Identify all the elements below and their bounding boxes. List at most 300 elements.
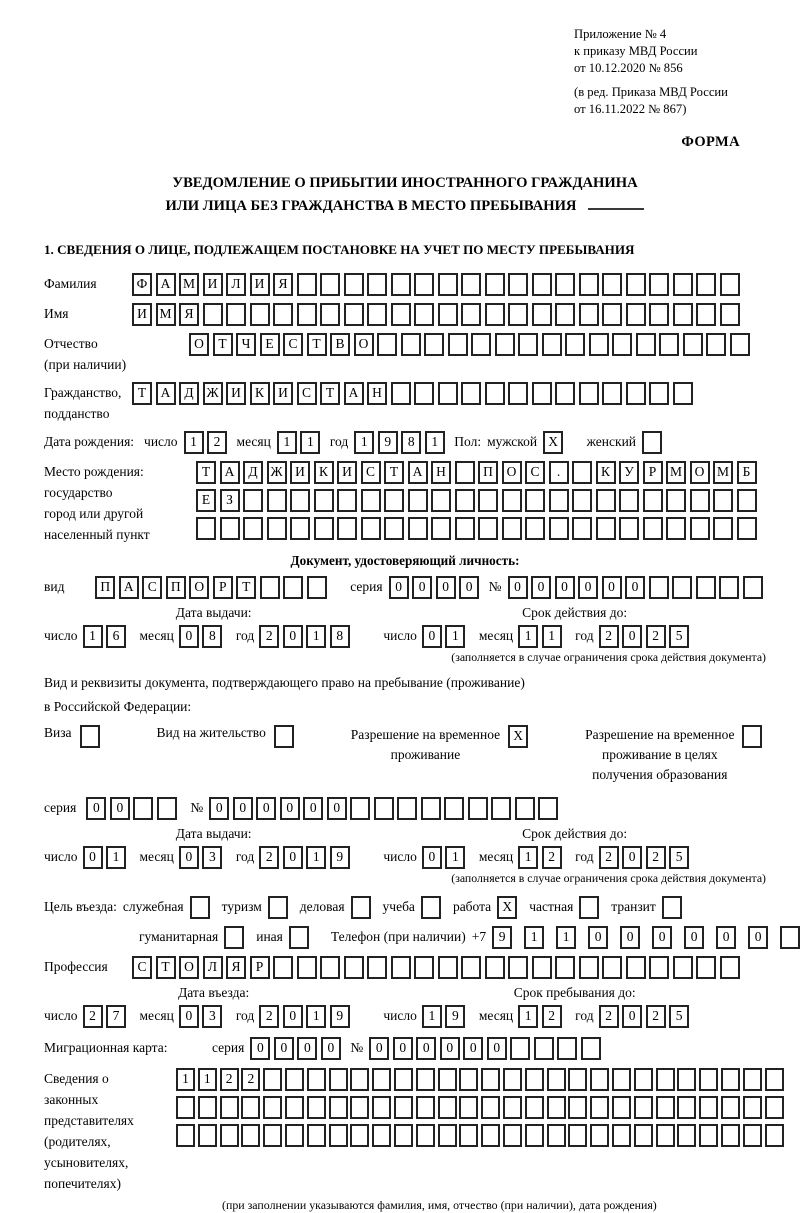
form-cell[interactable] bbox=[455, 489, 475, 512]
form-cell[interactable] bbox=[649, 303, 669, 326]
form-cell[interactable] bbox=[344, 303, 364, 326]
form-cell[interactable]: X bbox=[543, 431, 563, 454]
form-cell[interactable] bbox=[532, 382, 552, 405]
form-cell[interactable] bbox=[307, 1096, 326, 1119]
form-cell[interactable] bbox=[721, 1068, 740, 1091]
form-cell[interactable] bbox=[481, 1124, 500, 1147]
form-cell[interactable] bbox=[391, 303, 411, 326]
form-cell[interactable] bbox=[226, 303, 246, 326]
form-cell[interactable] bbox=[372, 1096, 391, 1119]
form-cell[interactable] bbox=[656, 1124, 675, 1147]
form-cell[interactable] bbox=[320, 303, 340, 326]
form-cell[interactable]: 0 bbox=[256, 797, 276, 820]
form-cell[interactable] bbox=[596, 489, 616, 512]
form-cell[interactable] bbox=[263, 1096, 282, 1119]
form-cell[interactable] bbox=[780, 926, 800, 949]
form-cell[interactable] bbox=[461, 382, 481, 405]
form-cell[interactable]: Л bbox=[226, 273, 246, 296]
form-cell[interactable] bbox=[713, 517, 733, 540]
form-cell[interactable] bbox=[444, 797, 464, 820]
form-cell[interactable] bbox=[503, 1068, 522, 1091]
form-cell[interactable] bbox=[397, 797, 417, 820]
form-cell[interactable] bbox=[414, 303, 434, 326]
form-cell[interactable] bbox=[503, 1124, 522, 1147]
form-cell[interactable] bbox=[307, 1124, 326, 1147]
form-cell[interactable] bbox=[696, 956, 716, 979]
form-cell[interactable] bbox=[634, 1096, 653, 1119]
form-cell[interactable] bbox=[372, 1124, 391, 1147]
form-cell[interactable] bbox=[547, 1068, 566, 1091]
form-cell[interactable] bbox=[285, 1124, 304, 1147]
form-cell[interactable] bbox=[656, 1096, 675, 1119]
form-cell[interactable]: 0 bbox=[652, 926, 672, 949]
form-cell[interactable] bbox=[612, 1068, 631, 1091]
form-cell[interactable]: 0 bbox=[86, 797, 106, 820]
form-cell[interactable]: К bbox=[314, 461, 334, 484]
form-cell[interactable]: 0 bbox=[716, 926, 736, 949]
form-cell[interactable]: Т bbox=[156, 956, 176, 979]
form-cell[interactable] bbox=[502, 489, 522, 512]
form-cell[interactable] bbox=[220, 1124, 239, 1147]
form-cell[interactable] bbox=[525, 1068, 544, 1091]
form-cell[interactable] bbox=[649, 576, 669, 599]
form-cell[interactable]: 2 bbox=[599, 846, 619, 869]
form-cell[interactable] bbox=[659, 333, 679, 356]
form-cell[interactable]: 0 bbox=[303, 797, 323, 820]
form-cell[interactable] bbox=[555, 956, 575, 979]
form-cell[interactable]: О bbox=[179, 956, 199, 979]
form-cell[interactable]: 1 bbox=[556, 926, 576, 949]
form-cell[interactable] bbox=[666, 489, 686, 512]
form-cell[interactable] bbox=[224, 926, 244, 949]
form-cell[interactable]: 1 bbox=[354, 431, 374, 454]
doc-valid-month-cells[interactable] bbox=[518, 625, 565, 648]
form-cell[interactable] bbox=[421, 797, 441, 820]
form-cell[interactable] bbox=[220, 517, 240, 540]
form-cell[interactable]: 0 bbox=[422, 625, 442, 648]
form-cell[interactable] bbox=[285, 1068, 304, 1091]
form-cell[interactable] bbox=[690, 489, 710, 512]
form-cell[interactable] bbox=[416, 1096, 435, 1119]
birthplace-row1-cells[interactable] bbox=[196, 461, 760, 484]
form-cell[interactable] bbox=[314, 489, 334, 512]
form-cell[interactable] bbox=[742, 725, 762, 748]
form-cell[interactable] bbox=[699, 1096, 718, 1119]
form-cell[interactable] bbox=[510, 1037, 530, 1060]
form-cell[interactable] bbox=[241, 1096, 260, 1119]
purpose-private-checkbox[interactable] bbox=[579, 896, 611, 919]
form-cell[interactable] bbox=[515, 797, 535, 820]
form-cell[interactable] bbox=[508, 303, 528, 326]
form-cell[interactable]: А bbox=[156, 273, 176, 296]
form-cell[interactable]: 0 bbox=[297, 1037, 317, 1060]
form-cell[interactable] bbox=[696, 303, 716, 326]
form-cell[interactable]: 0 bbox=[436, 576, 456, 599]
form-cell[interactable]: . bbox=[549, 461, 569, 484]
form-cell[interactable] bbox=[720, 273, 740, 296]
form-cell[interactable] bbox=[455, 461, 475, 484]
name-cells[interactable] bbox=[132, 303, 743, 326]
purpose-tourism-checkbox[interactable] bbox=[268, 896, 300, 919]
purpose-business-checkbox[interactable] bbox=[351, 896, 383, 919]
form-cell[interactable]: 2 bbox=[599, 1005, 619, 1028]
form-cell[interactable] bbox=[438, 956, 458, 979]
form-cell[interactable]: 0 bbox=[83, 846, 103, 869]
doc-number-cells[interactable] bbox=[508, 576, 767, 599]
form-cell[interactable]: И bbox=[132, 303, 152, 326]
form-cell[interactable] bbox=[438, 1096, 457, 1119]
form-cell[interactable] bbox=[677, 1096, 696, 1119]
form-cell[interactable] bbox=[568, 1068, 587, 1091]
form-cell[interactable] bbox=[565, 333, 585, 356]
form-cell[interactable]: 0 bbox=[412, 576, 432, 599]
form-cell[interactable]: Т bbox=[384, 461, 404, 484]
form-cell[interactable] bbox=[351, 896, 371, 919]
form-cell[interactable]: Н bbox=[367, 382, 387, 405]
form-cell[interactable] bbox=[518, 333, 538, 356]
form-cell[interactable]: А bbox=[220, 461, 240, 484]
form-cell[interactable]: О bbox=[690, 461, 710, 484]
form-cell[interactable] bbox=[602, 273, 622, 296]
form-cell[interactable] bbox=[643, 517, 663, 540]
birthplace-row2-cells[interactable] bbox=[196, 489, 760, 512]
form-cell[interactable] bbox=[459, 1096, 478, 1119]
form-cell[interactable] bbox=[260, 576, 280, 599]
form-cell[interactable] bbox=[455, 517, 475, 540]
form-cell[interactable]: Т bbox=[236, 576, 256, 599]
form-cell[interactable]: Ж bbox=[267, 461, 287, 484]
form-cell[interactable] bbox=[673, 382, 693, 405]
form-cell[interactable] bbox=[602, 303, 622, 326]
form-cell[interactable] bbox=[401, 333, 421, 356]
form-cell[interactable] bbox=[459, 1124, 478, 1147]
form-cell[interactable]: 1 bbox=[445, 846, 465, 869]
form-cell[interactable] bbox=[361, 517, 381, 540]
surname-cells[interactable] bbox=[132, 273, 743, 296]
form-cell[interactable]: 0 bbox=[321, 1037, 341, 1060]
form-cell[interactable]: 0 bbox=[274, 1037, 294, 1060]
form-cell[interactable] bbox=[602, 382, 622, 405]
form-cell[interactable]: А bbox=[344, 382, 364, 405]
form-cell[interactable]: И bbox=[226, 382, 246, 405]
form-cell[interactable] bbox=[721, 1124, 740, 1147]
form-cell[interactable]: 2 bbox=[207, 431, 227, 454]
form-cell[interactable]: 1 bbox=[184, 431, 204, 454]
form-cell[interactable] bbox=[485, 303, 505, 326]
form-cell[interactable] bbox=[649, 382, 669, 405]
form-cell[interactable] bbox=[626, 956, 646, 979]
form-cell[interactable]: С bbox=[361, 461, 381, 484]
form-cell[interactable] bbox=[190, 896, 210, 919]
form-cell[interactable] bbox=[290, 517, 310, 540]
form-cell[interactable]: 0 bbox=[578, 576, 598, 599]
form-cell[interactable]: Т bbox=[307, 333, 327, 356]
form-cell[interactable] bbox=[485, 273, 505, 296]
form-cell[interactable] bbox=[662, 896, 682, 919]
form-cell[interactable] bbox=[367, 303, 387, 326]
birth-year-cells[interactable] bbox=[354, 431, 448, 454]
form-cell[interactable]: 0 bbox=[588, 926, 608, 949]
form-cell[interactable] bbox=[133, 797, 153, 820]
form-cell[interactable] bbox=[525, 1096, 544, 1119]
form-cell[interactable]: Я bbox=[273, 273, 293, 296]
form-cell[interactable]: 2 bbox=[542, 1005, 562, 1028]
form-cell[interactable] bbox=[547, 1124, 566, 1147]
form-cell[interactable]: Т bbox=[320, 382, 340, 405]
form-cell[interactable] bbox=[743, 576, 763, 599]
form-cell[interactable]: 2 bbox=[83, 1005, 103, 1028]
entry-month-cells[interactable] bbox=[179, 1005, 226, 1028]
form-cell[interactable]: 2 bbox=[646, 1005, 666, 1028]
purpose-humanitarian-checkbox[interactable] bbox=[224, 926, 256, 949]
form-cell[interactable] bbox=[438, 382, 458, 405]
form-cell[interactable]: X bbox=[497, 896, 517, 919]
form-cell[interactable]: П bbox=[95, 576, 115, 599]
visa-checkbox[interactable] bbox=[72, 725, 104, 748]
patronymic-cells[interactable] bbox=[189, 333, 753, 356]
form-cell[interactable] bbox=[267, 517, 287, 540]
form-cell[interactable]: 2 bbox=[241, 1068, 260, 1091]
form-cell[interactable] bbox=[297, 956, 317, 979]
form-cell[interactable]: 0 bbox=[459, 576, 479, 599]
form-cell[interactable] bbox=[590, 1096, 609, 1119]
form-cell[interactable] bbox=[337, 489, 357, 512]
doc-valid-day-cells[interactable] bbox=[422, 625, 469, 648]
form-cell[interactable] bbox=[737, 517, 757, 540]
form-cell[interactable] bbox=[424, 333, 444, 356]
form-cell[interactable]: А bbox=[408, 461, 428, 484]
form-cell[interactable] bbox=[438, 303, 458, 326]
form-cell[interactable]: 1 bbox=[106, 846, 126, 869]
purpose-official-checkbox[interactable] bbox=[190, 896, 222, 919]
form-cell[interactable] bbox=[344, 956, 364, 979]
permit-issue-year-cells[interactable] bbox=[259, 846, 353, 869]
form-cell[interactable]: 0 bbox=[508, 576, 528, 599]
form-cell[interactable] bbox=[438, 1068, 457, 1091]
form-cell[interactable]: У bbox=[619, 461, 639, 484]
form-cell[interactable] bbox=[485, 956, 505, 979]
form-cell[interactable]: О bbox=[354, 333, 374, 356]
form-cell[interactable]: 0 bbox=[283, 846, 303, 869]
form-cell[interactable]: Е bbox=[260, 333, 280, 356]
form-cell[interactable]: 0 bbox=[440, 1037, 460, 1060]
form-cell[interactable] bbox=[314, 517, 334, 540]
form-cell[interactable] bbox=[478, 489, 498, 512]
form-cell[interactable] bbox=[557, 1037, 577, 1060]
form-cell[interactable]: Р bbox=[213, 576, 233, 599]
form-cell[interactable]: 0 bbox=[283, 625, 303, 648]
form-cell[interactable] bbox=[367, 956, 387, 979]
migration-number-cells[interactable] bbox=[369, 1037, 604, 1060]
form-cell[interactable] bbox=[596, 517, 616, 540]
form-cell[interactable] bbox=[263, 1068, 282, 1091]
form-cell[interactable] bbox=[329, 1124, 348, 1147]
form-cell[interactable] bbox=[649, 273, 669, 296]
form-cell[interactable] bbox=[461, 956, 481, 979]
form-cell[interactable] bbox=[384, 517, 404, 540]
form-cell[interactable] bbox=[626, 303, 646, 326]
form-cell[interactable] bbox=[538, 797, 558, 820]
form-cell[interactable]: 0 bbox=[555, 576, 575, 599]
form-cell[interactable]: 2 bbox=[599, 625, 619, 648]
form-cell[interactable] bbox=[290, 489, 310, 512]
form-cell[interactable] bbox=[285, 1096, 304, 1119]
form-cell[interactable]: 0 bbox=[283, 1005, 303, 1028]
form-cell[interactable] bbox=[157, 797, 177, 820]
form-cell[interactable] bbox=[673, 303, 693, 326]
form-cell[interactable] bbox=[743, 1124, 762, 1147]
form-cell[interactable] bbox=[198, 1124, 217, 1147]
form-cell[interactable] bbox=[525, 517, 545, 540]
form-cell[interactable] bbox=[243, 489, 263, 512]
form-cell[interactable] bbox=[765, 1096, 784, 1119]
form-cell[interactable] bbox=[478, 517, 498, 540]
form-cell[interactable]: 0 bbox=[531, 576, 551, 599]
phone-cells[interactable] bbox=[492, 926, 812, 949]
form-cell[interactable]: К bbox=[596, 461, 616, 484]
doc-issue-day-cells[interactable] bbox=[83, 625, 130, 648]
form-cell[interactable] bbox=[713, 489, 733, 512]
form-cell[interactable]: 0 bbox=[620, 926, 640, 949]
form-cell[interactable] bbox=[649, 956, 669, 979]
form-cell[interactable]: 1 bbox=[277, 431, 297, 454]
form-cell[interactable]: 1 bbox=[524, 926, 544, 949]
form-cell[interactable] bbox=[274, 725, 294, 748]
form-cell[interactable] bbox=[602, 956, 622, 979]
form-cell[interactable] bbox=[643, 489, 663, 512]
form-cell[interactable]: Т bbox=[196, 461, 216, 484]
form-cell[interactable] bbox=[391, 956, 411, 979]
form-cell[interactable] bbox=[690, 517, 710, 540]
form-cell[interactable] bbox=[696, 273, 716, 296]
form-cell[interactable]: 0 bbox=[110, 797, 130, 820]
sex-male-checkbox[interactable] bbox=[543, 431, 567, 454]
permit-valid-month-cells[interactable] bbox=[518, 846, 565, 869]
form-cell[interactable] bbox=[416, 1124, 435, 1147]
permit-valid-day-cells[interactable] bbox=[422, 846, 469, 869]
form-cell[interactable]: 1 bbox=[198, 1068, 217, 1091]
form-cell[interactable]: 9 bbox=[330, 846, 350, 869]
form-cell[interactable] bbox=[394, 1068, 413, 1091]
form-cell[interactable]: 3 bbox=[202, 1005, 222, 1028]
form-cell[interactable] bbox=[80, 725, 100, 748]
purpose-transit-checkbox[interactable] bbox=[662, 896, 694, 919]
form-cell[interactable] bbox=[612, 1096, 631, 1119]
permit-issue-month-cells[interactable] bbox=[179, 846, 226, 869]
form-cell[interactable] bbox=[481, 1068, 500, 1091]
form-cell[interactable] bbox=[350, 1096, 369, 1119]
form-cell[interactable] bbox=[720, 303, 740, 326]
form-cell[interactable] bbox=[743, 1068, 762, 1091]
form-cell[interactable] bbox=[377, 333, 397, 356]
form-cell[interactable] bbox=[719, 576, 739, 599]
form-cell[interactable] bbox=[431, 489, 451, 512]
birthplace-row3-cells[interactable] bbox=[196, 517, 760, 540]
form-cell[interactable] bbox=[579, 303, 599, 326]
form-cell[interactable]: Р bbox=[250, 956, 270, 979]
form-cell[interactable]: 0 bbox=[748, 926, 768, 949]
form-cell[interactable] bbox=[672, 576, 692, 599]
form-cell[interactable] bbox=[730, 333, 750, 356]
migration-series-cells[interactable] bbox=[250, 1037, 344, 1060]
form-cell[interactable] bbox=[307, 1068, 326, 1091]
form-cell[interactable]: 0 bbox=[422, 846, 442, 869]
form-cell[interactable]: 2 bbox=[259, 625, 279, 648]
form-cell[interactable]: 1 bbox=[445, 625, 465, 648]
form-cell[interactable]: 1 bbox=[306, 1005, 326, 1028]
form-cell[interactable]: 0 bbox=[416, 1037, 436, 1060]
form-cell[interactable]: 1 bbox=[176, 1068, 195, 1091]
form-cell[interactable] bbox=[636, 333, 656, 356]
form-cell[interactable]: 1 bbox=[83, 625, 103, 648]
form-cell[interactable] bbox=[579, 382, 599, 405]
form-cell[interactable]: 0 bbox=[280, 797, 300, 820]
form-cell[interactable] bbox=[431, 517, 451, 540]
form-cell[interactable]: И bbox=[203, 273, 223, 296]
form-cell[interactable]: 0 bbox=[622, 846, 642, 869]
form-cell[interactable]: С bbox=[297, 382, 317, 405]
form-cell[interactable]: 0 bbox=[369, 1037, 389, 1060]
form-cell[interactable] bbox=[743, 1096, 762, 1119]
form-cell[interactable] bbox=[547, 1096, 566, 1119]
form-cell[interactable] bbox=[534, 1037, 554, 1060]
form-cell[interactable]: М bbox=[156, 303, 176, 326]
form-cell[interactable] bbox=[350, 1068, 369, 1091]
form-cell[interactable]: С bbox=[525, 461, 545, 484]
form-cell[interactable]: 0 bbox=[684, 926, 704, 949]
form-cell[interactable] bbox=[461, 273, 481, 296]
form-cell[interactable] bbox=[459, 1068, 478, 1091]
form-cell[interactable]: 0 bbox=[179, 625, 199, 648]
form-cell[interactable] bbox=[673, 956, 693, 979]
form-cell[interactable] bbox=[525, 489, 545, 512]
form-cell[interactable]: 9 bbox=[445, 1005, 465, 1028]
form-cell[interactable] bbox=[555, 382, 575, 405]
form-cell[interactable]: 7 bbox=[106, 1005, 126, 1028]
form-cell[interactable] bbox=[699, 1068, 718, 1091]
form-cell[interactable] bbox=[267, 489, 287, 512]
form-cell[interactable]: О bbox=[189, 333, 209, 356]
form-cell[interactable] bbox=[176, 1124, 195, 1147]
form-cell[interactable] bbox=[176, 1096, 195, 1119]
form-cell[interactable] bbox=[268, 896, 288, 919]
form-cell[interactable] bbox=[699, 1124, 718, 1147]
form-cell[interactable] bbox=[619, 517, 639, 540]
form-cell[interactable] bbox=[549, 489, 569, 512]
form-cell[interactable]: 8 bbox=[401, 431, 421, 454]
form-cell[interactable] bbox=[329, 1096, 348, 1119]
form-cell[interactable]: 1 bbox=[300, 431, 320, 454]
form-cell[interactable]: Д bbox=[179, 382, 199, 405]
form-cell[interactable] bbox=[273, 303, 293, 326]
form-cell[interactable] bbox=[590, 1068, 609, 1091]
form-cell[interactable] bbox=[320, 273, 340, 296]
form-cell[interactable] bbox=[666, 517, 686, 540]
form-cell[interactable] bbox=[612, 1124, 631, 1147]
form-cell[interactable]: 3 bbox=[202, 846, 222, 869]
form-cell[interactable]: 0 bbox=[487, 1037, 507, 1060]
form-cell[interactable]: 0 bbox=[327, 797, 347, 820]
form-cell[interactable]: 0 bbox=[393, 1037, 413, 1060]
stay-month-cells[interactable] bbox=[518, 1005, 565, 1028]
form-cell[interactable] bbox=[414, 382, 434, 405]
form-cell[interactable]: И bbox=[250, 273, 270, 296]
form-cell[interactable] bbox=[367, 273, 387, 296]
form-cell[interactable]: Ж bbox=[203, 382, 223, 405]
form-cell[interactable] bbox=[384, 489, 404, 512]
representatives-row1-cells[interactable] bbox=[176, 1068, 786, 1091]
form-cell[interactable] bbox=[508, 382, 528, 405]
